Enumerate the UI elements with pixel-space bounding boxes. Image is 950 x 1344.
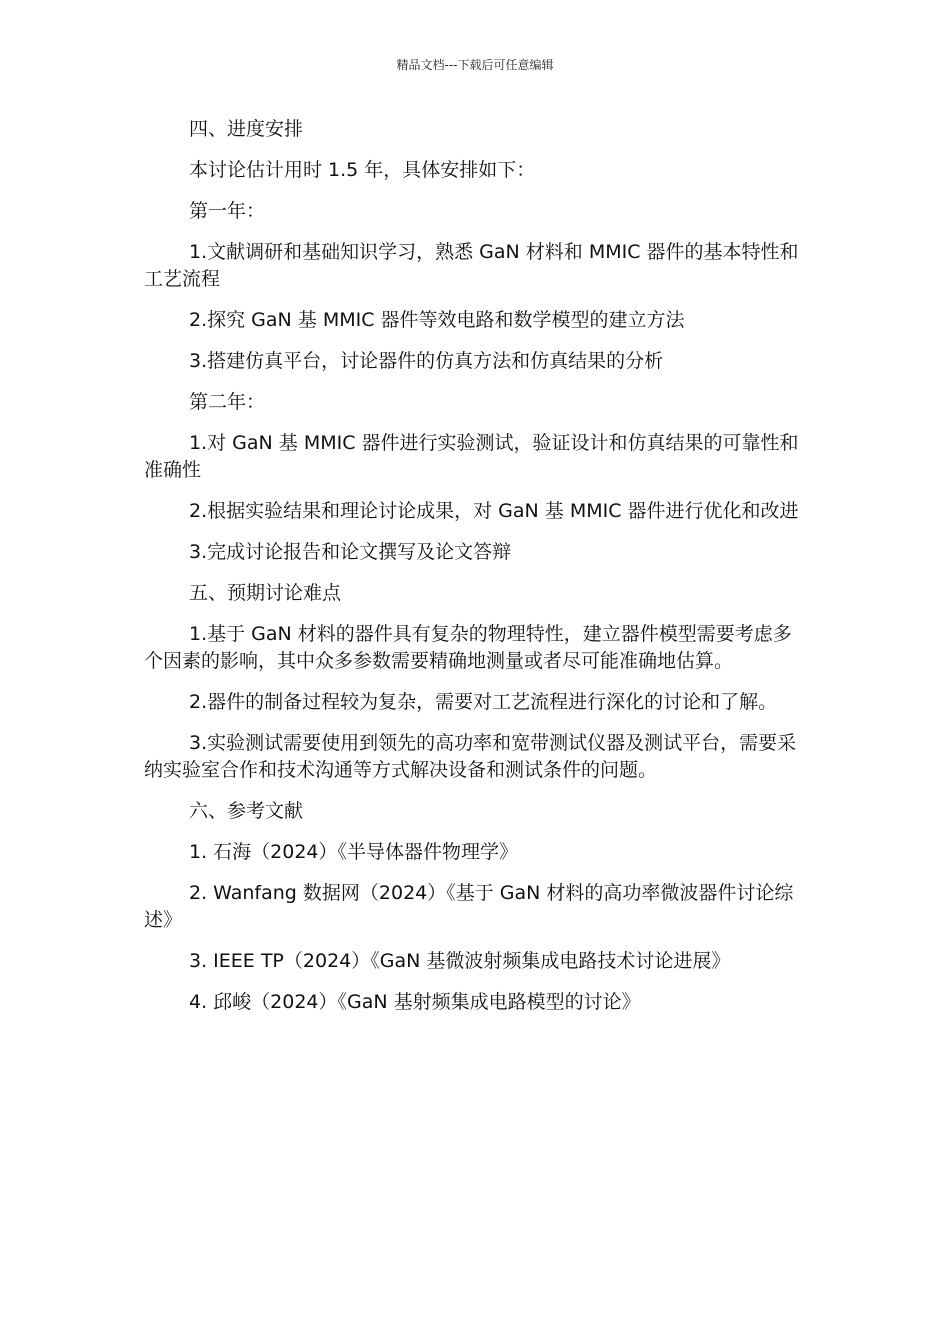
section-heading-schedule: 四、进度安排 (189, 118, 304, 140)
year-one-heading: 第一年： (189, 200, 266, 222)
year-two-item-1: 1.对 GaN 基 MMIC 器件进行实验测试，验证设计和仿真结果的可靠性和准确性 (144, 432, 799, 481)
section-heading-references: 六、参考文献 (189, 800, 304, 822)
year-two-item-2: 2.根据实验结果和理论讨论成果，对 GaN 基 MMIC 器件进行优化和改进 (189, 500, 799, 522)
difficulty-item-3: 3.实验测试需要使用到领先的高功率和宽带测试仪器及测试平台，需要采纳实验室合作和技术沟通等方式解决设备和测试条件的问题。 (144, 732, 797, 781)
year-one-item-1: 1.文献调研和基础知识学习，熟悉 GaN 材料和 MMIC 器件的基本特性和工艺流程 (144, 241, 799, 290)
section-heading-difficulties: 五、预期讨论难点 (189, 582, 342, 604)
reference-item-1: 1. 石海（2024）《半导体器件物理学》 (189, 841, 519, 863)
year-two-heading: 第二年： (189, 391, 266, 413)
document-body (144, 116, 808, 1030)
year-one-item-2: 2.探究 GaN 基 MMIC 器件等效电路和数学模型的建立方法 (189, 309, 685, 331)
difficulty-item-1: 1.基于 GaN 材料的器件具有复杂的物理特性，建立器件模型需要考虑多个因素的影响，其中众多参数需要精确地测量或者尽可能准确地估算。 (144, 623, 792, 672)
reference-item-2: 2. Wanfang 数据网（2024）《基于 GaN 材料的高功率微波器件讨论综述》 (144, 882, 794, 931)
page-header: 精品文档---下载后可任意编辑 (396, 58, 554, 72)
year-one-item-3: 3.搭建仿真平台，讨论器件的仿真方法和仿真结果的分析 (189, 350, 664, 372)
reference-item-3: 3. IEEE TP（2024）《GaN 基微波射频集成电路技术讨论进展》 (189, 950, 731, 972)
year-two-item-3: 3.完成讨论报告和论文撰写及论文答辩 (189, 541, 512, 563)
schedule-intro: 本讨论估计用时 1.5 年，具体安排如下： (189, 159, 536, 181)
difficulty-item-2: 2.器件的制备过程较为复杂，需要对工艺流程进行深化的讨论和了解。 (189, 691, 778, 713)
reference-item-4: 4. 邱峻（2024）《GaN 基射频集成电路模型的讨论》 (189, 991, 641, 1013)
